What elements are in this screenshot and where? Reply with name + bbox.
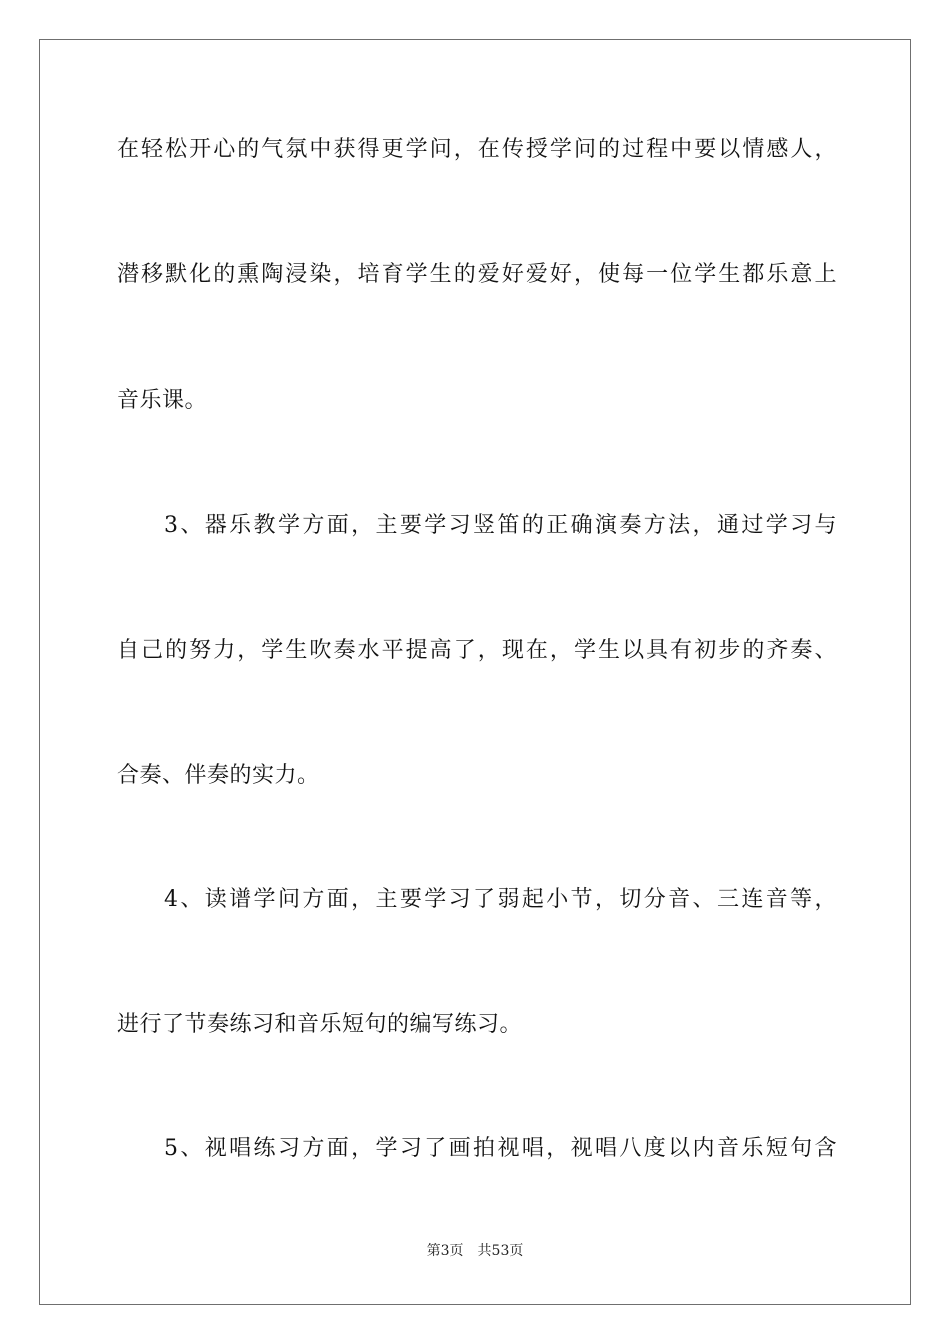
paragraph-4-start: 4、读谱学问方面，主要学习了弱起小节，切分音、三连音等， <box>164 887 837 912</box>
body-text-line: 自己的努力，学生吹奏水平提高了，现在，学生以具有初步的齐奏、 <box>117 638 837 663</box>
page-number: 第3页 <box>426 1243 464 1259</box>
page-footer <box>0 1241 950 1261</box>
body-text-line: 音乐课。 <box>117 388 208 413</box>
body-text-line: 进行了节奏练习和音乐短句的编写练习。 <box>117 1012 523 1037</box>
paragraph-3-start: 3、器乐教学方面，主要学习竖笛的正确演奏方法，通过学习与 <box>164 513 837 538</box>
page-total: 共53页 <box>477 1243 524 1259</box>
body-text-line: 合奏、伴奏的实力。 <box>117 763 320 788</box>
paragraph-5-start: 5、视唱练习方面，学习了画拍视唱，视唱八度以内音乐短句含 <box>164 1136 837 1161</box>
page-border <box>39 39 911 1305</box>
body-text-line: 潜移默化的熏陶浸染，培育学生的爱好爱好，使每一位学生都乐意上 <box>117 262 837 287</box>
body-text-line: 在轻松开心的气氛中获得更学问，在传授学问的过程中要以情感人， <box>117 137 837 162</box>
